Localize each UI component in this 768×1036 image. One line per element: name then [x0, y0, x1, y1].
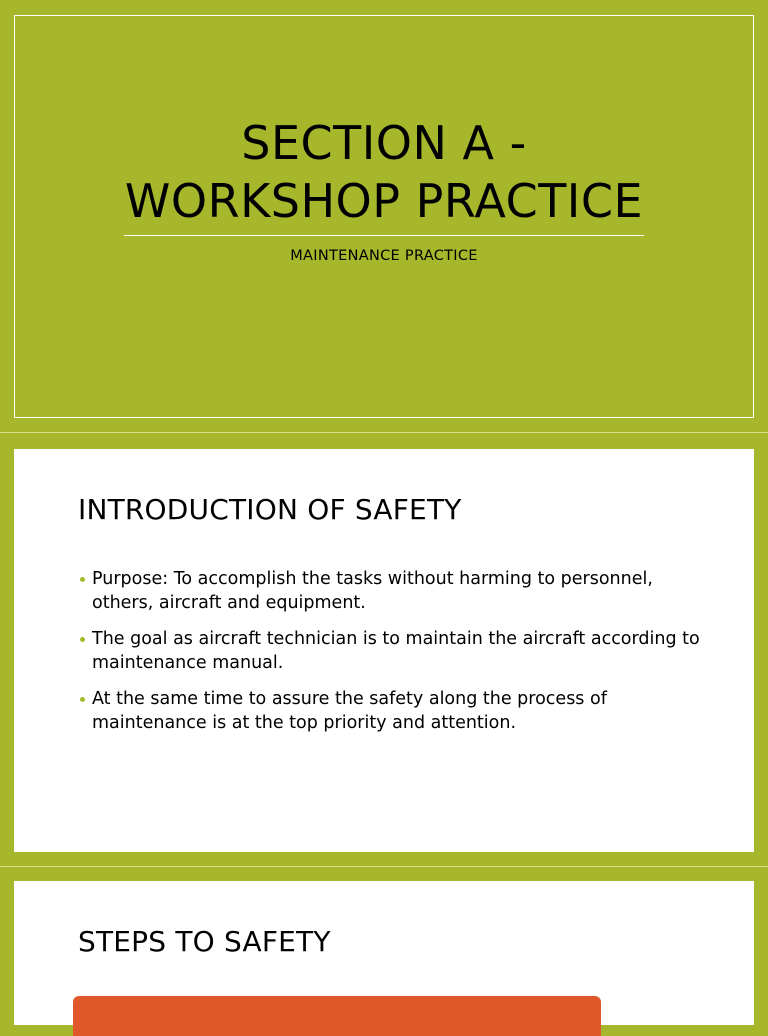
slide-title [0, 114, 768, 230]
title-line-2: WORKSHOP PRACTICE [124, 174, 644, 228]
title-divider [124, 235, 644, 236]
slide-subtitle: MAINTENANCE PRACTICE [290, 248, 478, 264]
step-box [73, 996, 601, 1036]
slide-heading: INTRODUCTION OF SAFETY [78, 493, 462, 526]
bullet-item [78, 627, 718, 675]
bullet-item [78, 567, 718, 615]
slide-heading: STEPS TO SAFETY [78, 925, 331, 958]
bullet-text: At the same time to assure the safety along the process of maintenance is at the top priority and attention. [92, 689, 607, 733]
content-panel [14, 881, 754, 1025]
bullet-dot-icon [80, 577, 85, 582]
bullet-text: The goal as aircraft technician is to maintain the aircraft according to maintenance manual. [92, 629, 700, 673]
bullet-item [78, 687, 718, 735]
bullet-list [78, 567, 718, 747]
introduction-slide [0, 432, 768, 866]
bullet-dot-icon [80, 697, 85, 702]
bullet-dot-icon [80, 637, 85, 642]
content-panel [14, 449, 754, 852]
title-slide [0, 0, 768, 432]
bullet-text: Purpose: To accomplish the tasks without harming to personnel, others, aircraft and equipment. [92, 569, 653, 613]
title-line-1: SECTION A - [241, 116, 527, 170]
steps-slide [0, 866, 768, 1024]
